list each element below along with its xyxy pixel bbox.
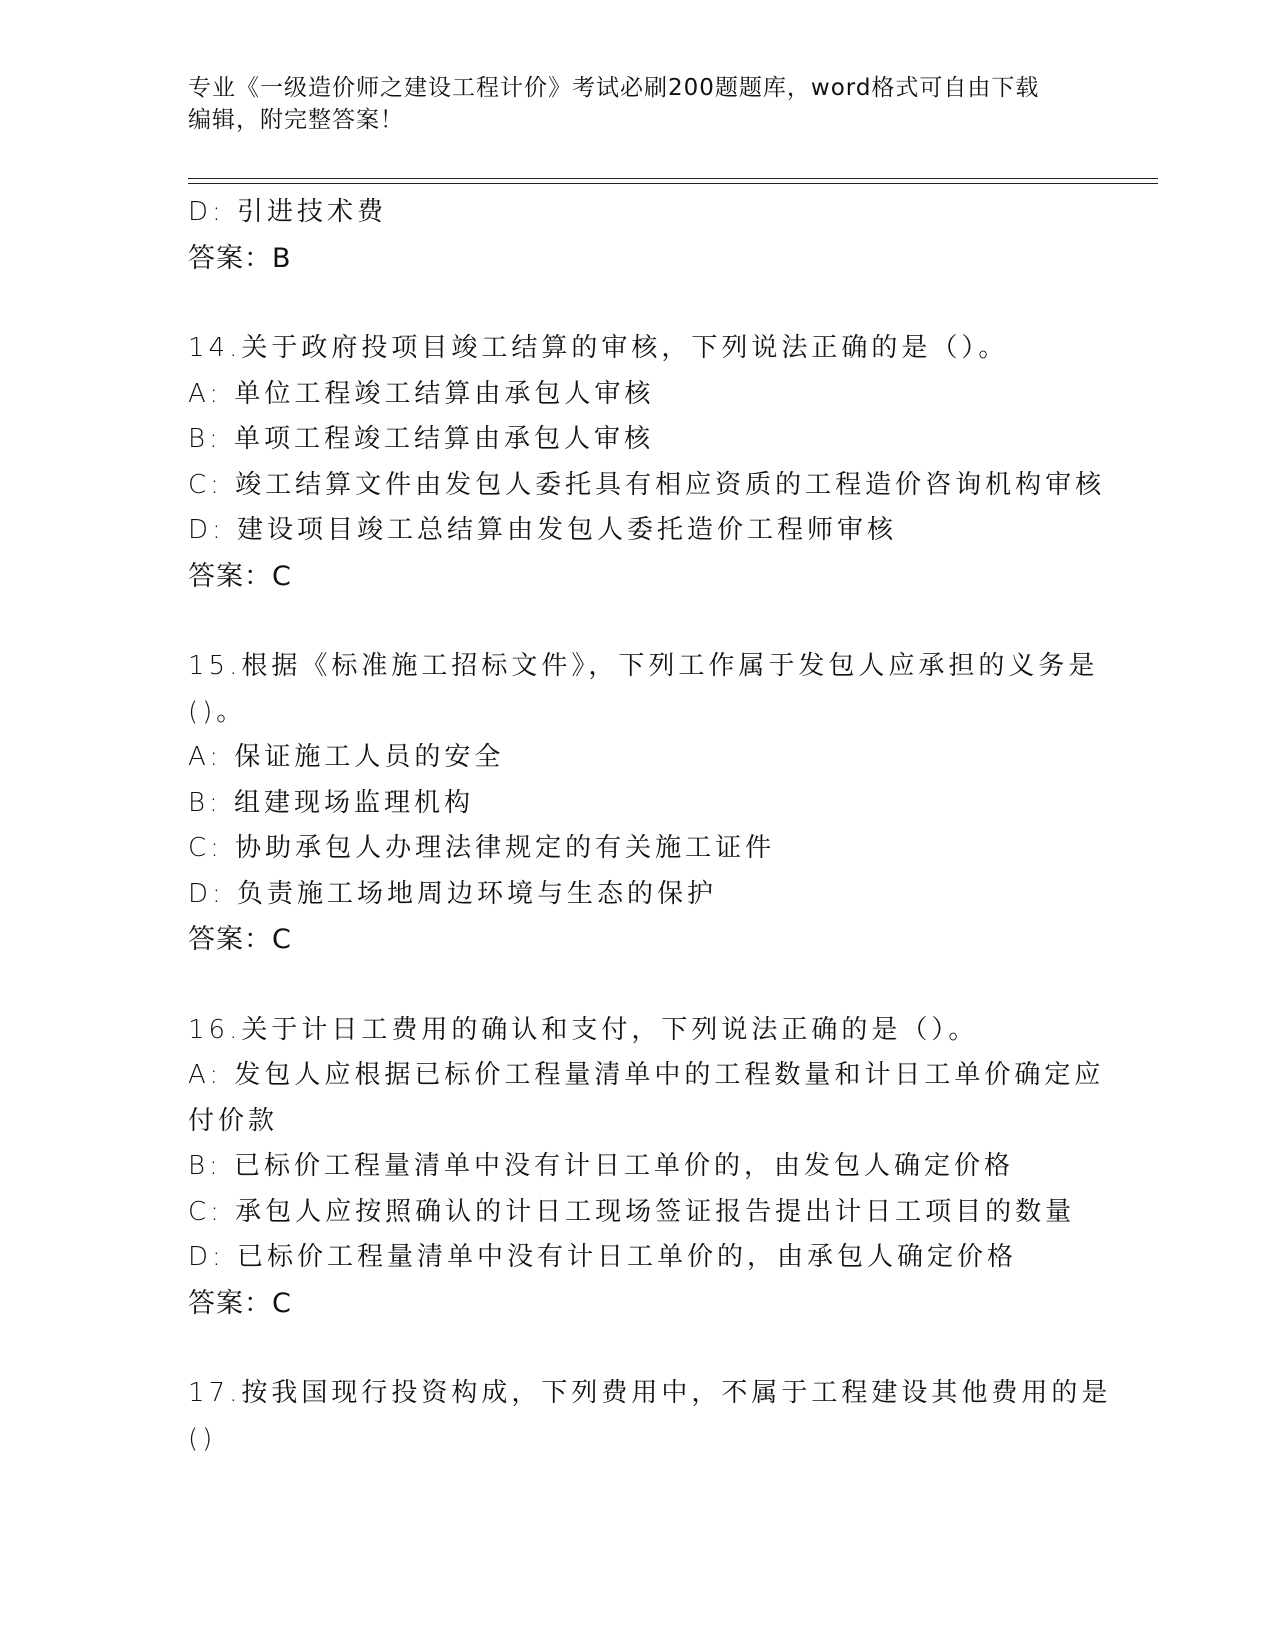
question-stem: 17.按我国现行投资构成，下列费用中，不属于工程建设其他费用的是 — [188, 1378, 1112, 1408]
option-c: C: 竣工结算文件由发包人委托具有相应资质的工程造价咨询机构审核 — [188, 469, 1106, 500]
option-d: D: 引进技术费 — [188, 197, 388, 227]
option-a: A: 单位工程竣工结算由承包人审核 — [188, 378, 655, 409]
answer-line: 答案：C — [188, 560, 292, 592]
option-a-continued: 付价款 — [188, 1105, 279, 1136]
option-d: D: 负责施工场地周边环境与生态的保护 — [188, 878, 718, 909]
question-stem-continued: ()。 — [188, 696, 247, 727]
option-d: D: 建设项目竣工总结算由发包人委托造价工程师审核 — [188, 515, 898, 545]
option-b: B: 已标价工程量清单中没有计日工单价的，由发包人确定价格 — [188, 1151, 1015, 1181]
question-15 — [188, 644, 1099, 963]
question-stem: 16.关于计日工费用的确认和支付，下列说法正确的是（）。 — [188, 1014, 979, 1045]
answer-line: 答案：B — [188, 242, 292, 274]
option-b: B: 组建现场监理机构 — [188, 787, 475, 818]
header-divider — [188, 178, 1158, 184]
option-d: D: 已标价工程量清单中没有计日工单价的，由承包人确定价格 — [188, 1242, 1018, 1272]
question-stem: 15.根据《标准施工招标文件》，下列工作属于发包人应承担的义务是 — [188, 651, 1099, 681]
document-header — [188, 72, 1068, 136]
header-line-1: 专业《一级造价师之建设工程计价》考试必刷200题题库，word格式可自由下载 — [188, 75, 1040, 101]
question-14 — [188, 326, 1106, 599]
answer-line: 答案：C — [188, 924, 292, 955]
option-b: B: 单项工程竣工结算由承包人审核 — [188, 424, 655, 454]
question-stem: 14.关于政府投项目竣工结算的审核，下列说法正确的是（）。 — [188, 333, 1009, 363]
question-17 — [188, 1371, 1112, 1462]
option-a: A: 发包人应根据已标价工程量清单中的工程数量和计日工单价确定应 — [188, 1060, 1105, 1090]
question-16 — [188, 1008, 1105, 1327]
option-c: C: 协助承包人办理法律规定的有关施工证件 — [188, 833, 776, 863]
question-stem-continued: () — [188, 1423, 217, 1454]
answer-line: 答案：C — [188, 1287, 292, 1319]
option-a: A: 保证施工人员的安全 — [188, 742, 505, 772]
option-c: C: 承包人应按照确认的计日工现场签证报告提出计日工项目的数量 — [188, 1196, 1076, 1227]
question-list — [188, 190, 1112, 1462]
header-line-2: 编辑，附完整答案！ — [188, 107, 404, 133]
